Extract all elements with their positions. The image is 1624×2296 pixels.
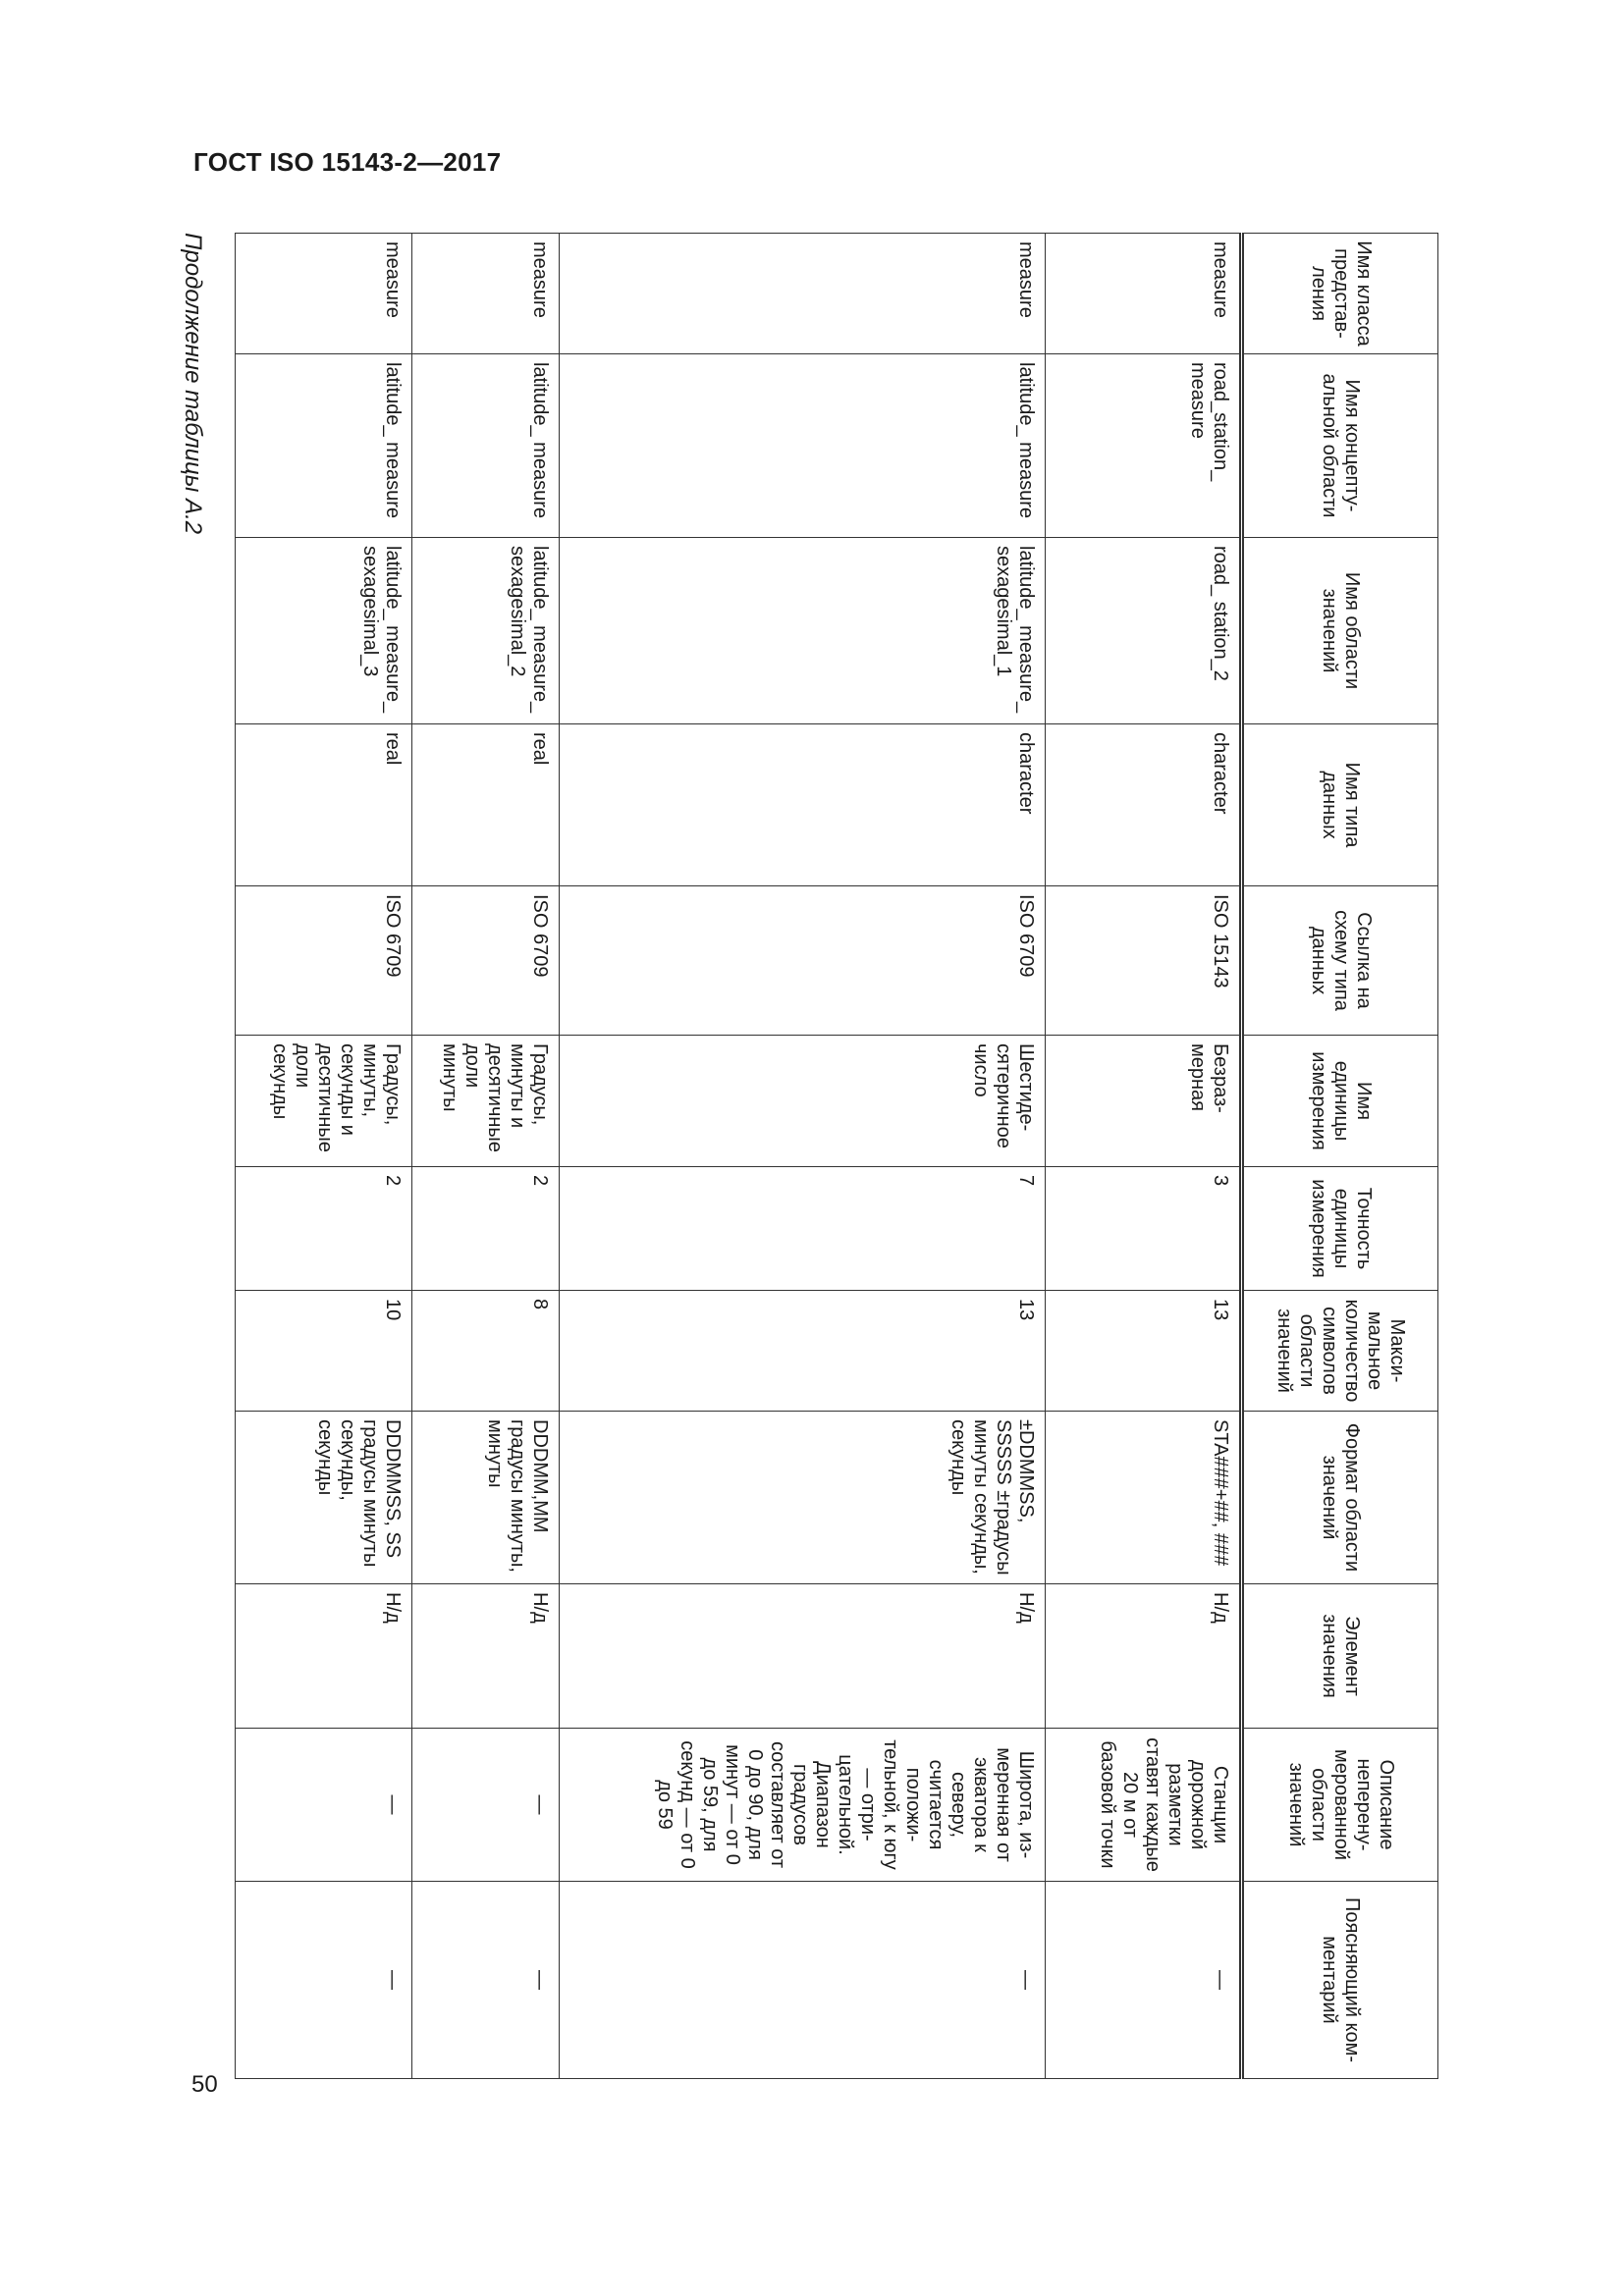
table-cell: —	[236, 1882, 412, 2079]
data-table	[235, 233, 1438, 2079]
column-header: Формат области значений	[1242, 1412, 1438, 1584]
table-row	[1046, 234, 1242, 2079]
table-cell: road_ station_2	[1046, 538, 1242, 724]
table-cell: DDDMM,MM градусы минуты, минуты	[412, 1412, 560, 1584]
table-cell: ISO 6709	[236, 886, 412, 1036]
table-cell: real	[236, 724, 412, 886]
table-cell: Градусы, минуты, секунды и десятичные доли секунды	[236, 1036, 412, 1167]
table-cell: Безразмерная	[1046, 1036, 1242, 1167]
table-cell: ISO 6709	[412, 886, 560, 1036]
column-header: Имя области значений	[1242, 538, 1438, 724]
table-cell: latitude_ measure	[412, 354, 560, 538]
table-cell: latitude_ measure_ sexagesimal_2	[412, 538, 560, 724]
table-cell: ±DDMMSS, SSSSS ±градусы минуты секунды, секунды	[560, 1412, 1046, 1584]
column-header: Имя класса представления	[1242, 234, 1438, 354]
rotated-table-region	[180, 233, 1438, 2078]
table-cell: ISO 6709	[560, 886, 1046, 1036]
table-cell: 13	[560, 1291, 1046, 1412]
column-header: Имя концептуальной области	[1242, 354, 1438, 538]
table-cell: —	[1046, 1882, 1242, 2079]
table-cell: character	[1046, 724, 1242, 886]
table-cell: DDDMMSS, SS градусы минуты секунды, секунды	[236, 1412, 412, 1584]
column-header: Ссылка на схему типа данных	[1242, 886, 1438, 1036]
table-cell: 7	[560, 1167, 1046, 1291]
table-cell: —	[412, 1882, 560, 2079]
table-cell: 3	[1046, 1167, 1242, 1291]
table-header-row	[1242, 234, 1438, 2079]
column-header: Имя единицы измерения	[1242, 1036, 1438, 1167]
page-number: 50	[191, 2071, 218, 2098]
table-cell: Шестидесятеричное число	[560, 1036, 1046, 1167]
table-row	[412, 234, 560, 2079]
table-cell: measure	[560, 234, 1046, 354]
table-cell: Станции дорожной разметки ставят каждые 20 м от базовой точки	[1046, 1729, 1242, 1882]
table-cell: latitude_ measure_ sexagesimal_3	[236, 538, 412, 724]
table-cell: 8	[412, 1291, 560, 1412]
document-header: ГОСТ ISO 15143-2—2017	[193, 147, 502, 177]
table-cell: character	[560, 724, 1046, 886]
table-caption: Продолжение таблицы А.2	[180, 233, 206, 535]
table-cell: measure	[1046, 234, 1242, 354]
table-cell: 2	[412, 1167, 560, 1291]
table-cell: real	[412, 724, 560, 886]
table-cell: road_station_ measure	[1046, 354, 1242, 538]
table-cell: —	[560, 1882, 1046, 2079]
table-cell: Н/д	[1046, 1584, 1242, 1729]
table-cell: —	[412, 1729, 560, 1882]
table-cell: Н/д	[412, 1584, 560, 1729]
column-header: Поясняющий комментарий	[1242, 1882, 1438, 2079]
table-cell: Н/д	[236, 1584, 412, 1729]
table-cell: latitude_ measure	[236, 354, 412, 538]
column-header: Имя типа данных	[1242, 724, 1438, 886]
table-cell: —	[236, 1729, 412, 1882]
table-cell: latitude_ measure_ sexagesimal_1	[560, 538, 1046, 724]
table-cell: STA###+##, ###	[1046, 1412, 1242, 1584]
table-cell: latitude_ measure	[560, 354, 1046, 538]
table-cell: 2	[236, 1167, 412, 1291]
table-cell: measure	[236, 234, 412, 354]
column-header: Точность единицы измерения	[1242, 1167, 1438, 1291]
table-cell: Н/д	[560, 1584, 1046, 1729]
table-cell: 13	[1046, 1291, 1242, 1412]
table-cell: measure	[412, 234, 560, 354]
column-header: Максимальное количество символов области значений	[1242, 1291, 1438, 1412]
table-cell: Градусы, минуты и десятичные доли минуты	[412, 1036, 560, 1167]
column-header: Элемент значения	[1242, 1584, 1438, 1729]
column-header: Описание неперенумерованной области значений	[1242, 1729, 1438, 1882]
table-cell: 10	[236, 1291, 412, 1412]
table-cell: Широта, измеренная от экватора к северу, считается положительной, к югу — отрицательной. Диапазон градусов составляет от 0 до 90, для минут — от 0 до 59, для секунд — от 0 до 59	[560, 1729, 1046, 1882]
table-row	[560, 234, 1046, 2079]
table-cell: ISO 15143	[1046, 886, 1242, 1036]
table-row	[236, 234, 412, 2079]
